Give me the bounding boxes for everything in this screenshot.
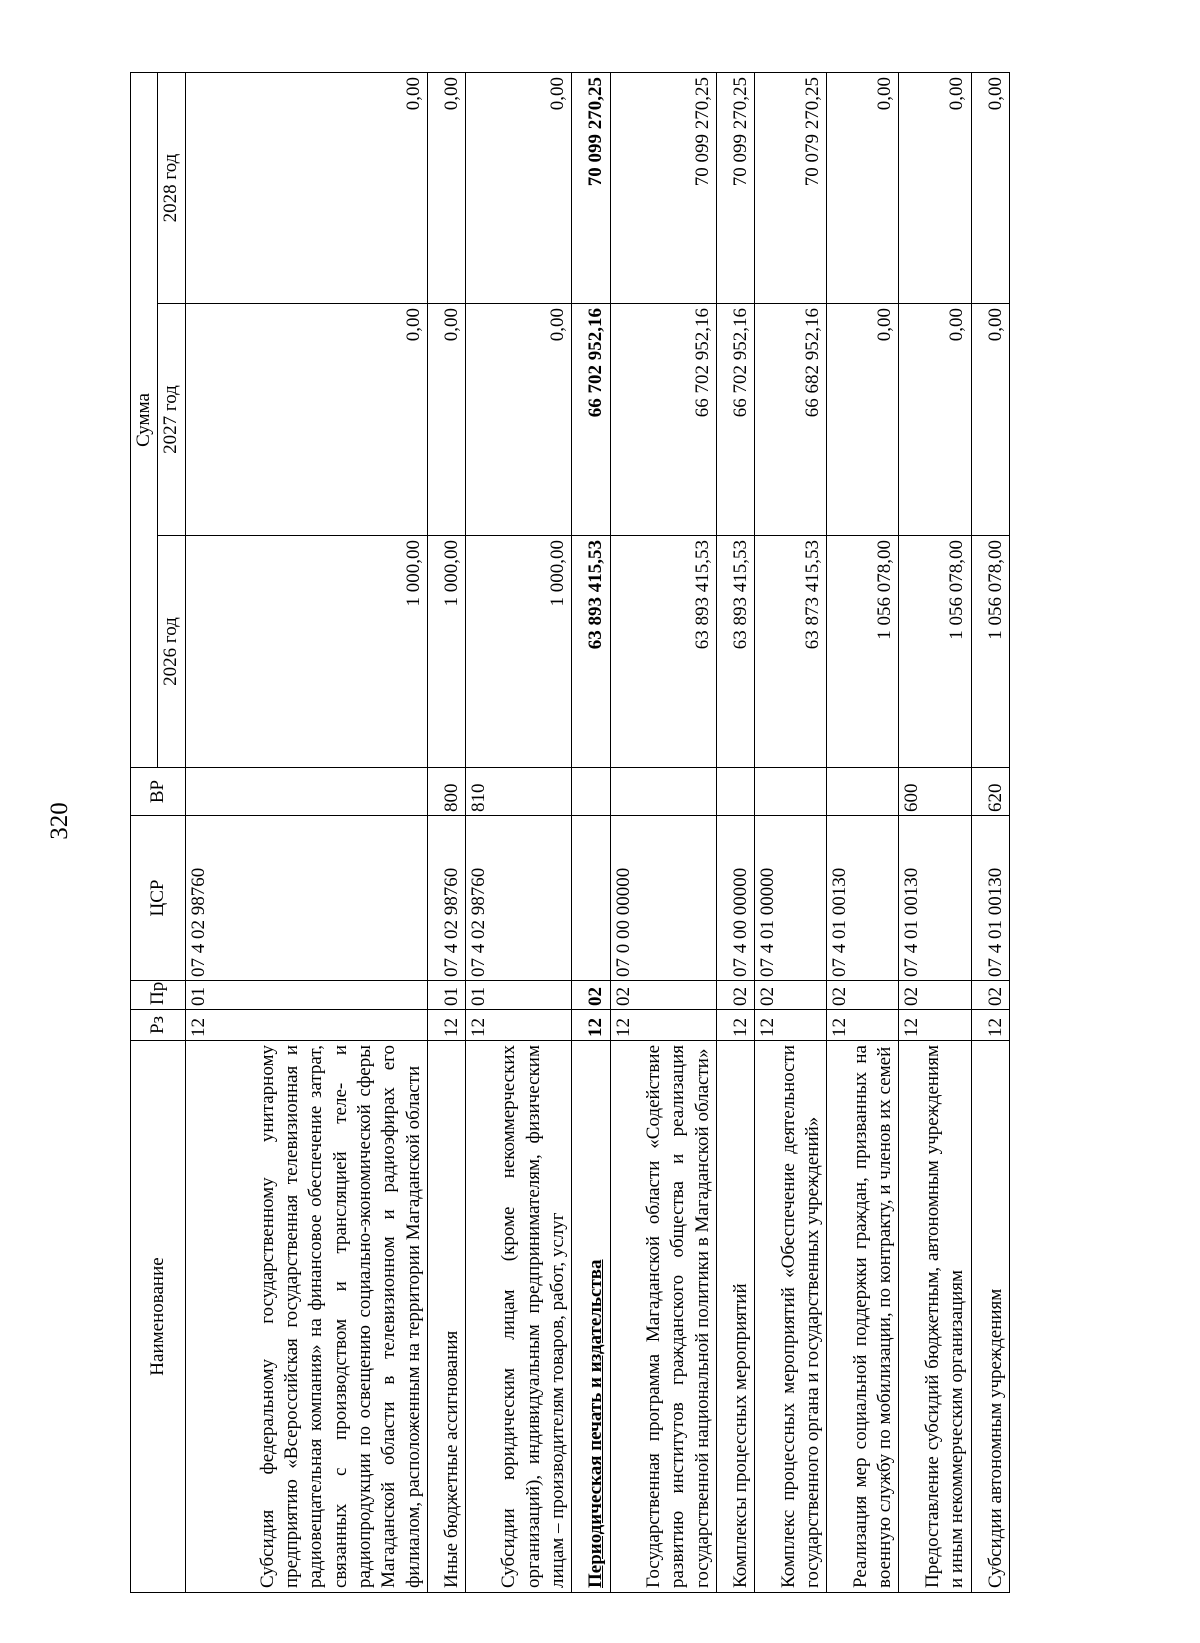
cell-2027: 66 682 952,16 — [755, 304, 827, 536]
cell-name: Субсидия федеральному государственному унитарному предприятию «Всероссийская государственная телевизионная и радиовещательная компания» на финансовое обеспечение затрат, связанных с производством и трансляцией теле- и радиопродукции по освещению социально-экономической сферы Магаданской области в телевизионном и радиоэфирах его филиалом, расположенным на территории Магаданской области — [185, 1041, 427, 1593]
cell-name: Реализация мер социальной поддержки граждан, призванных на военную службу по мобилизации, по контракту, и членов их семей — [827, 1041, 899, 1593]
cell-rz: 12 — [716, 1010, 754, 1041]
cell-2028: 70 099 270,25 — [572, 73, 610, 304]
cell-csr: 07 4 00 00000 — [716, 816, 754, 981]
cell-vr — [610, 768, 716, 816]
cell-csr: 07 4 02 98760 — [427, 816, 465, 981]
cell-rz: 12 — [572, 1010, 610, 1041]
cell-2026: 1 000,00 — [466, 536, 572, 768]
cell-name: Субсидии юридическим лицам (кроме некоммерческих организаций), индивидуальным предпринимателям, физическим лицам – производителям товаров, работ, услуг — [466, 1041, 572, 1593]
cell-rz: 12 — [610, 1010, 716, 1041]
header-csr: ЦСР — [131, 816, 186, 981]
cell-vr — [185, 768, 427, 816]
header-sum: Сумма — [131, 73, 158, 768]
cell-2028: 0,00 — [466, 73, 572, 304]
page-number: 320 — [46, 802, 73, 840]
cell-2027: 66 702 952,16 — [716, 304, 754, 536]
cell-2027: 0,00 — [185, 304, 427, 536]
cell-2026: 63 893 415,53 — [716, 536, 754, 768]
table-body — [185, 73, 1009, 1593]
cell-csr: 07 4 02 98760 — [466, 816, 572, 981]
cell-2026: 1 000,00 — [427, 536, 465, 768]
cell-2028: 0,00 — [827, 73, 899, 304]
cell-2027: 0,00 — [899, 304, 971, 536]
cell-2026: 1 056 078,00 — [827, 536, 899, 768]
cell-2026: 63 893 415,53 — [610, 536, 716, 768]
table-row — [899, 73, 971, 1593]
cell-2027: 66 702 952,16 — [572, 304, 610, 536]
cell-pr: 02 — [716, 981, 754, 1010]
cell-2028: 70 099 270,25 — [610, 73, 716, 304]
header-vr: ВР — [131, 768, 186, 816]
cell-name: Периодическая печать и издательства — [572, 1041, 610, 1593]
header-year-2028: 2028 год — [158, 73, 185, 304]
header-name: Наименование — [131, 1041, 186, 1593]
cell-2028: 0,00 — [971, 73, 1009, 304]
table-row — [716, 73, 754, 1593]
cell-vr: 620 — [971, 768, 1009, 816]
cell-vr: 800 — [427, 768, 465, 816]
cell-2028: 0,00 — [899, 73, 971, 304]
cell-rz: 12 — [827, 1010, 899, 1041]
cell-vr — [572, 768, 610, 816]
table-row — [610, 73, 716, 1593]
rotated-table-container — [130, 73, 1010, 1593]
cell-csr: 07 4 01 00130 — [971, 816, 1009, 981]
cell-rz: 12 — [427, 1010, 465, 1041]
table-row — [755, 73, 827, 1593]
table-row — [427, 73, 465, 1593]
cell-2028: 0,00 — [427, 73, 465, 304]
table-row — [466, 73, 572, 1593]
cell-name: Иные бюджетные ассигнования — [427, 1041, 465, 1593]
cell-2028: 70 099 270,25 — [716, 73, 754, 304]
cell-vr — [827, 768, 899, 816]
cell-rz: 12 — [971, 1010, 1009, 1041]
cell-2026: 1 056 078,00 — [971, 536, 1009, 768]
cell-name: Предоставление субсидий бюджетным, автономным учреждениям и иным некоммерческим организациям — [899, 1041, 971, 1593]
cell-csr: 07 0 00 00000 — [610, 816, 716, 981]
cell-2026: 63 873 415,53 — [755, 536, 827, 768]
cell-name: Комплексы процессных мероприятий — [716, 1041, 754, 1593]
cell-2027: 66 702 952,16 — [610, 304, 716, 536]
cell-pr: 01 — [427, 981, 465, 1010]
cell-csr: 07 4 01 00130 — [827, 816, 899, 981]
cell-2028: 70 079 270,25 — [755, 73, 827, 304]
cell-2028: 0,00 — [185, 73, 427, 304]
cell-pr: 02 — [610, 981, 716, 1010]
header-year-2027: 2027 год — [158, 304, 185, 536]
cell-2026: 1 056 078,00 — [899, 536, 971, 768]
cell-vr: 810 — [466, 768, 572, 816]
table-row — [185, 73, 427, 1593]
cell-rz: 12 — [185, 1010, 427, 1041]
cell-pr: 02 — [971, 981, 1009, 1010]
cell-pr: 02 — [899, 981, 971, 1010]
cell-2027: 0,00 — [466, 304, 572, 536]
cell-2026: 1 000,00 — [185, 536, 427, 768]
cell-2027: 0,00 — [827, 304, 899, 536]
cell-vr — [716, 768, 754, 816]
cell-pr: 02 — [827, 981, 899, 1010]
cell-name: Субсидии автономным учреждениям — [971, 1041, 1009, 1593]
cell-csr: 07 4 01 00130 — [899, 816, 971, 981]
cell-csr: 07 4 01 00000 — [755, 816, 827, 981]
header-row-top — [131, 73, 158, 1593]
cell-2027: 0,00 — [971, 304, 1009, 536]
header-pr: Пр — [131, 981, 186, 1010]
budget-table — [130, 72, 1010, 1593]
cell-vr: 600 — [899, 768, 971, 816]
header-rz: Рз — [131, 1010, 186, 1041]
cell-rz: 12 — [899, 1010, 971, 1041]
cell-pr: 02 — [755, 981, 827, 1010]
cell-name: Комплекс процессных мероприятий «Обеспечение деятельности государственного органа и государственных учреждений» — [755, 1041, 827, 1593]
cell-name: Государственная программа Магаданской области «Содействие развитию институтов гражданского общества и реализация государственной национальной политики в Магаданской области» — [610, 1041, 716, 1593]
cell-csr: 07 4 02 98760 — [185, 816, 427, 981]
cell-2026: 63 893 415,53 — [572, 536, 610, 768]
cell-rz: 12 — [466, 1010, 572, 1041]
cell-pr: 01 — [466, 981, 572, 1010]
header-year-2026: 2026 год — [158, 536, 185, 768]
cell-pr: 01 — [185, 981, 427, 1010]
cell-rz: 12 — [755, 1010, 827, 1041]
table-row — [572, 73, 610, 1593]
cell-csr — [572, 816, 610, 981]
cell-vr — [755, 768, 827, 816]
table-row — [827, 73, 899, 1593]
table-row — [971, 73, 1009, 1593]
cell-pr: 02 — [572, 981, 610, 1010]
cell-2027: 0,00 — [427, 304, 465, 536]
